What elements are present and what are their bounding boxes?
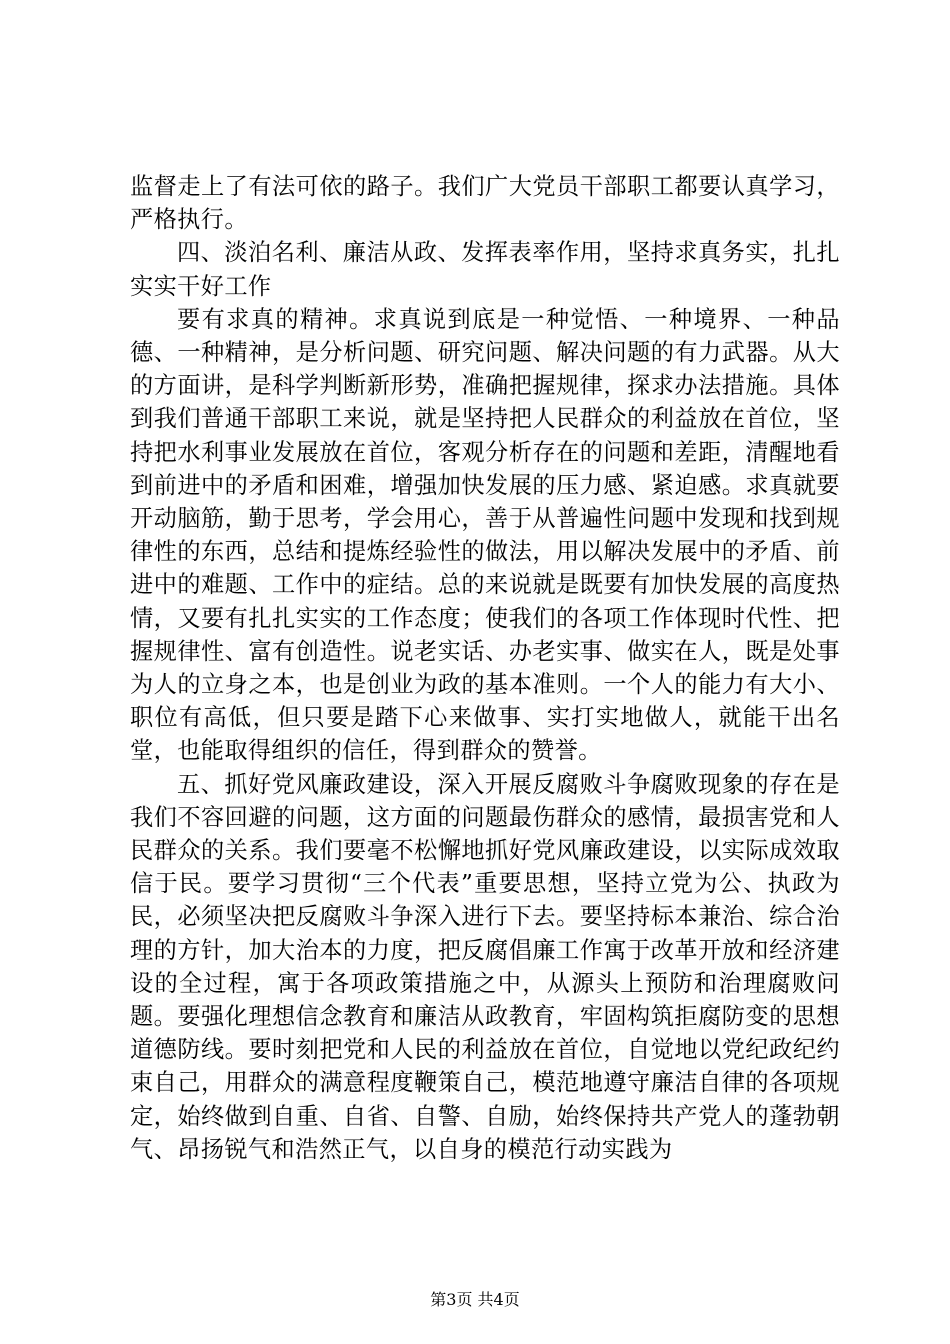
paragraph-continuation: 监督走上了有法可依的路子。我们广大党员干部职工都要认真学习，严格执行。 (130, 173, 840, 234)
paragraph-section-five: 五、抓好党风廉政建设，深入开展反腐败斗争腐败现象的存在是我们不容回避的问题，这方面的问题最伤群众的感情，最损害党和人民群众的关系。我们要毫不松懈地抓好党风廉政建设，以实际成效取信于民。要学习贯彻“三个代表”重要思想，坚持立党为公、执政为民，必须坚决把反腐败斗争深入进行下去。要坚持标本兼治、综合治理的方针，加大治本的力度，把反腐倡廉工作寓于改革开放和经济建设的全过程，寓于各项政策措施之中，从源头上预防和治理腐败问题。要强化理想信念教育和廉洁从政教育，牢固构筑拒腐防变的思想道德防线。要时刻把党和人民的利益放在首位，自觉地以党纪政纪约束自己，用群众的满意程度鞭策自己，模范地遵守廉洁自律的各项规定，始终做到自重、自省、自警、自励，始终保持共产党人的蓬勃朝气、昂扬锐气和浩然正气，以自身的模范行动实践为 (130, 770, 840, 1163)
page-footer: 第3页 共4页 (430, 1290, 520, 1309)
document-body (130, 170, 840, 1166)
section-heading-four: 四、淡泊名利、廉洁从政、发挥表率作用，坚持求真务实，扎扎实实干好工作 (130, 239, 840, 300)
paragraph-truth-seeking: 要有求真的精神。求真说到底是一种觉悟、一种境界、一种品德、一种精神，是分析问题、研究问题、解决问题的有力武器。从大的方面讲，是科学判断新形势，准确把握规律，探求办法措施。具体到我们普通干部职工来说，就是坚持把人民群众的利益放在首位，坚持把水利事业发展放在首位，客观分析存在的问题和差距，清醒地看到前进中的矛盾和困难，增强加快发展的压力感、紧迫感。求真就要开动脑筋，勤于思考，学会用心，善于从普遍性问题中发现和找到规律性的东西，总结和提炼经验性的做法，用以解决发展中的矛盾、前进中的难题、工作中的症结。总的来说就是既要有加快发展的高度热情，又要有扎扎实实的工作态度；使我们的各项工作体现时代性、把握规律性、富有创造性。说老实话、办老实事、做实在人，既是处事为人的立身之本，也是创业为政的基本准则。一个人的能力有大小、职位有高低，但只要是踏下心来做事、实打实地做人，就能干出名堂，也能取得组织的信任，得到群众的赞誉。 (130, 305, 840, 765)
